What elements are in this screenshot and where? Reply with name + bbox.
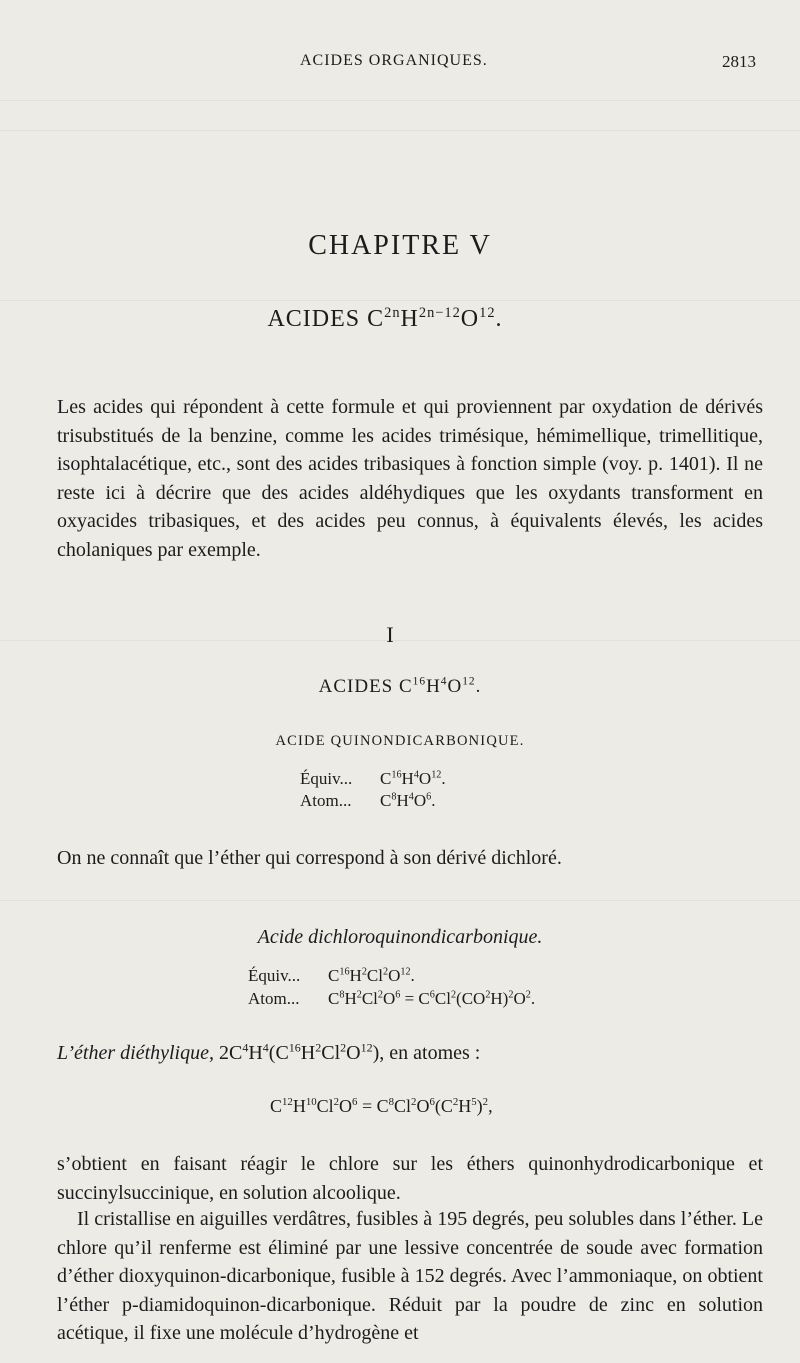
formula-index: 2 bbox=[485, 989, 491, 1001]
dichloro-atom: Atom... $C^8H^2Cl^2O^6 = C^6Cl^2(CO^2H)^2O^2$. bbox=[248, 989, 536, 1008]
acid-heading: ACIDE QUINONDICARBONIQUE. bbox=[275, 733, 525, 749]
dichloro-title: Acide dichloroquinondicarbonique. bbox=[257, 926, 543, 948]
formula-part: H bbox=[401, 769, 414, 788]
formula-part: C bbox=[328, 989, 340, 1008]
formula-part: Cl bbox=[366, 966, 383, 985]
formula-part: Cl bbox=[361, 989, 378, 1008]
formula-part: H bbox=[292, 1096, 306, 1116]
formula-part: O bbox=[382, 989, 396, 1008]
formula-part: O bbox=[339, 1096, 353, 1116]
formula-equiv: Équiv... $C^{16}H^4O^{12}$. bbox=[300, 769, 446, 788]
formula-index: 6 bbox=[352, 1096, 358, 1108]
formula-part: C bbox=[328, 966, 340, 985]
formula-index: 4 bbox=[242, 1040, 249, 1055]
formula-index: 12 bbox=[282, 1096, 293, 1108]
formula-part: H bbox=[300, 1042, 316, 1064]
formula-part: 2C bbox=[219, 1042, 243, 1064]
formula-part: H bbox=[344, 989, 357, 1008]
formula-index: 2 bbox=[482, 1096, 489, 1108]
formula-index: 8 bbox=[391, 791, 397, 803]
formula-part: ), en atomes : bbox=[372, 1042, 481, 1064]
formula-part: , bbox=[488, 1096, 493, 1116]
formula-index: 2 bbox=[452, 1096, 459, 1108]
formula-part: O bbox=[413, 791, 427, 810]
formula-part: . bbox=[410, 966, 415, 985]
formula-part: O bbox=[416, 1096, 430, 1116]
formula-index: 2 bbox=[525, 989, 531, 1001]
formula-part: H) bbox=[490, 989, 509, 1008]
formula-part: = C bbox=[357, 1096, 389, 1116]
formula-index: 2 bbox=[411, 1096, 417, 1108]
formula-part: Cl bbox=[394, 1096, 412, 1116]
formula-index: 12 bbox=[400, 966, 411, 978]
formula-index: 4 bbox=[413, 769, 419, 781]
formula-index: 6 bbox=[426, 791, 432, 803]
formula-part: O bbox=[388, 966, 401, 985]
ether-line: L’éther diéthylique, $2C^4H^4(C^{16}H^2Cl^2O^{12})$, en atomes : bbox=[57, 1040, 481, 1064]
formula-index: 6 bbox=[429, 989, 435, 1001]
formula-index: 12 bbox=[360, 1040, 373, 1055]
formula-part: C bbox=[270, 1096, 283, 1116]
formula-index: 2 bbox=[356, 989, 362, 1001]
formula-atom: Atom... $C^8H^4O^6$. bbox=[300, 791, 436, 810]
formula-index: 2 bbox=[508, 989, 514, 1001]
formula-part: . bbox=[530, 989, 536, 1008]
formula-part: O bbox=[513, 989, 526, 1008]
sentence-dichlore: On ne connaît que l’éther qui correspond à son dérivé dichloré. bbox=[57, 847, 562, 869]
formula-part: Cl bbox=[316, 1096, 334, 1116]
formula-index: 8 bbox=[388, 1096, 395, 1108]
formula-index: 10 bbox=[305, 1096, 317, 1108]
formula-part: H bbox=[396, 791, 409, 810]
formula-index: 4 bbox=[262, 1040, 269, 1055]
formula-part: (C bbox=[268, 1042, 289, 1064]
part-number: I bbox=[386, 622, 394, 647]
running-title: ACIDES ORGANIQUES. bbox=[300, 52, 488, 69]
formula-part: C bbox=[380, 791, 392, 810]
intro-paragraph: Les acides qui répondent à cette formule et qui proviennent par oxydation de dérivés trisubstitués de la benzine, comme les acides trimésique, hémimellique, trimellitique, isophtalacétique, etc., sont des acides tribasiques à fonction simple (voy. p. 1401). Il ne reste ici à décrire que des acides aldéhydiques que les oxydants transforment en oxyacides tribasiques, et des acides peu connus, à équivalents élevés, les acides cholaniques par exemple. bbox=[57, 396, 763, 561]
formula-index: 16 bbox=[339, 966, 350, 978]
running-header bbox=[0, 52, 800, 76]
formula-part: Cl bbox=[321, 1042, 341, 1064]
part-heading: ACIDES $C^{16}H^4O^{12}$. bbox=[318, 675, 482, 697]
formula-part: H bbox=[349, 966, 362, 985]
formula-index: 16 bbox=[288, 1040, 301, 1055]
formula-part: . bbox=[441, 769, 446, 788]
formula-index: 2 bbox=[315, 1040, 322, 1055]
formula-index: 2 bbox=[450, 989, 457, 1001]
para-obtention: s’obtient en faisant réagir le chlore sur les éthers quinonhydrodicarbonique et succinylsuccinique, en solution alcoolique. bbox=[57, 1153, 763, 1204]
formula-part: Cl bbox=[434, 989, 451, 1008]
chapter-title: CHAPITRE V bbox=[308, 230, 492, 261]
formula-index: 2 bbox=[361, 966, 367, 978]
formula-part: (CO bbox=[456, 989, 486, 1008]
formula-part: (C bbox=[434, 1096, 453, 1116]
formula-part: ) bbox=[476, 1096, 483, 1116]
para-cristallise: Il cristallise en aiguilles verdâtres, fusibles à 195 degrés, peu solubles dans l’éther. Le chlore qu’il renferme est éliminé par une lessive concentrée de soude avec formation d’éther dioxyquinon-dicarbonique, fusible à 152 degrés. Avec l’ammoniaque, on obtient l’éther p-diamidoquinon-dicarbonique. Réduit par la poudre de zinc en solution acétique, il fixe une molécule d’hydrogène et bbox=[57, 1208, 763, 1344]
formula-index: 2 bbox=[333, 1096, 340, 1108]
formula-part: . bbox=[431, 791, 436, 810]
ether-formula bbox=[270, 1096, 493, 1117]
formula-part: = C bbox=[400, 989, 430, 1008]
page-number: 2813 bbox=[722, 52, 756, 71]
formula-index: 16 bbox=[391, 769, 402, 781]
formula-index: 6 bbox=[395, 989, 401, 1001]
formula-part: H bbox=[458, 1096, 472, 1116]
formula-index: 8 bbox=[339, 989, 345, 1001]
dichloro-equiv: Équiv... $C^{16}H^2Cl^2O^{12}$. bbox=[248, 966, 415, 985]
formula-part: H bbox=[248, 1042, 263, 1064]
section-title: ACIDES $C^{2n}H^{2n-12}O^{12}$. bbox=[267, 305, 503, 332]
formula-index: 12 bbox=[431, 769, 442, 781]
formula-index: 2 bbox=[382, 966, 389, 978]
formula-part: C bbox=[380, 769, 392, 788]
formula-index: 2 bbox=[377, 989, 383, 1001]
formula-part: O bbox=[418, 769, 432, 788]
formula-index: 5 bbox=[471, 1096, 477, 1108]
formula-index: 4 bbox=[408, 791, 414, 803]
formula-part: O bbox=[346, 1042, 361, 1064]
formula-index: 6 bbox=[429, 1096, 435, 1108]
formula-index: 2 bbox=[340, 1040, 347, 1055]
